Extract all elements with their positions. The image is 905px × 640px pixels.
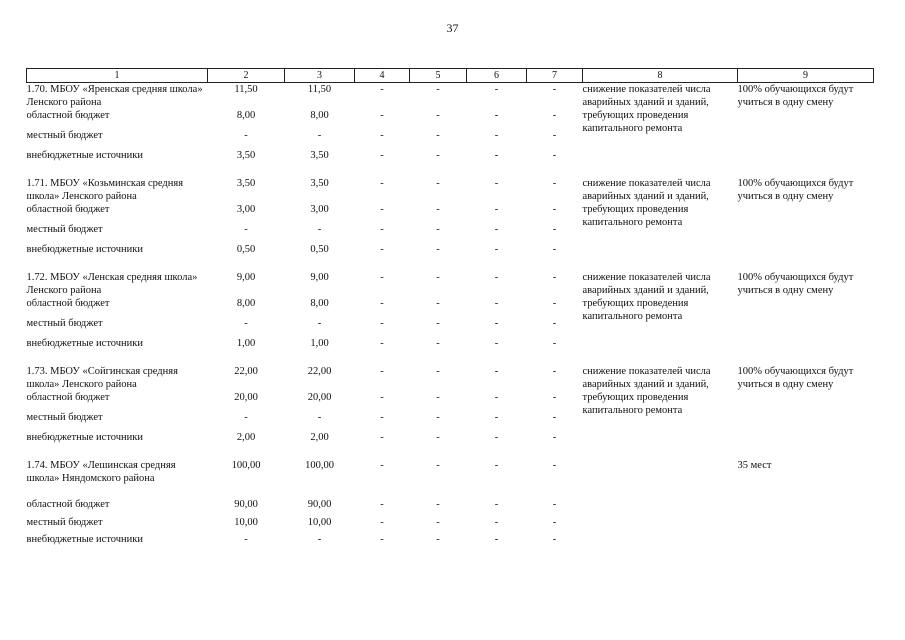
funding-source-label: внебюджетные источники (26, 150, 144, 161)
funding-value: - (552, 499, 557, 510)
measure-title: 1.73. МБОУ «Сойгинская средняя школа» Ленского района (26, 366, 178, 390)
funding-value: - (380, 110, 384, 121)
funding-source-label: областной бюджет (26, 204, 110, 215)
group-spacer (27, 357, 874, 365)
measure-result: 100% обучающихся будут учиться в одну смену (737, 272, 854, 296)
measure-value: - (380, 84, 384, 95)
measure-note: снижение показателей числа аварийных зданий и зданий, требующих проведения капитального ремонта (582, 84, 711, 134)
funding-source-label: местный бюджет (26, 412, 103, 423)
funding-value: 0,50 (310, 244, 329, 255)
funding-value: 3,50 (310, 150, 329, 161)
funding-value: - (494, 534, 499, 545)
measure-value: - (380, 272, 384, 283)
funding-value: - (380, 338, 384, 349)
measure-result: 35 мест (737, 460, 772, 471)
measure-value: 9,00 (236, 272, 256, 283)
funding-value: - (436, 130, 440, 141)
funding-value: - (494, 499, 499, 510)
funding-value: - (436, 318, 440, 329)
measure-value: 22,00 (307, 366, 332, 377)
funding-value: - (436, 534, 440, 545)
funding-value: - (380, 224, 384, 235)
group-spacer (27, 451, 874, 459)
funding-value: 90,00 (234, 499, 258, 510)
funding-source-label: внебюджетные источники (26, 244, 144, 255)
funding-value: - (380, 298, 384, 309)
funding-source-label: областной бюджет (26, 298, 110, 309)
funding-value: - (494, 298, 499, 309)
measure-value: - (494, 84, 499, 95)
funding-value: - (244, 318, 248, 329)
funding-value: - (494, 244, 499, 255)
measure-value: 11,50 (307, 84, 332, 95)
funding-value: - (244, 130, 248, 141)
funding-value: - (317, 224, 322, 235)
funding-value: - (436, 224, 440, 235)
measure-result: 100% обучающихся будут учиться в одну смену (737, 366, 854, 390)
funding-value: - (380, 412, 384, 423)
measure-value: 22,00 (234, 366, 258, 377)
funding-value: - (552, 517, 557, 528)
funding-source-label: областной бюджет (26, 392, 110, 403)
group-spacer (27, 169, 874, 177)
measure-row (27, 271, 874, 297)
funding-value: 10,00 (307, 517, 332, 528)
measure-value: - (436, 178, 440, 189)
funding-source-label: областной бюджет (26, 499, 110, 510)
spacer-cell (27, 357, 874, 365)
funding-value: - (436, 298, 440, 309)
funding-value: - (552, 534, 557, 545)
funding-value: - (317, 412, 322, 423)
funding-source-label: местный бюджет (26, 224, 103, 235)
funding-source-label: внебюджетные источники (26, 338, 144, 349)
measure-value: - (436, 84, 440, 95)
funding-value: 20,00 (307, 392, 332, 403)
measure-value: 100,00 (231, 460, 261, 471)
funding-value: - (436, 517, 440, 528)
column-header: 7 (527, 69, 583, 83)
measure-value: - (380, 366, 384, 377)
funding-value: - (317, 318, 322, 329)
page-number: 37 (446, 21, 459, 35)
funding-source-label: внебюджетные источники (26, 534, 144, 545)
funding-value: - (494, 130, 499, 141)
funding-value: - (244, 534, 248, 545)
funding-value: 2,00 (310, 432, 329, 443)
funding-value: - (552, 392, 557, 403)
column-header: 9 (738, 69, 874, 83)
funding-value: 10,00 (234, 517, 258, 528)
column-header: 8 (583, 69, 738, 83)
column-header: 2 (208, 69, 285, 83)
measure-note (583, 459, 738, 550)
funding-value: - (552, 318, 557, 329)
measure-title: 1.70. МБОУ «Яренская средняя школа» Ленского района (26, 84, 203, 108)
funding-value: 8,00 (236, 298, 256, 309)
measure-value: 3,50 (236, 178, 256, 189)
measure-title: 1.71. МБОУ «Козьминская средняя школа» Ленского района (26, 178, 184, 202)
column-header: 4 (355, 69, 410, 83)
measure-row (27, 459, 874, 498)
funding-value: 3,50 (236, 150, 256, 161)
measure-value: - (494, 272, 499, 283)
funding-value: - (552, 130, 557, 141)
funding-value: - (380, 204, 384, 215)
funding-value: - (552, 150, 557, 161)
funding-value: 3,00 (310, 204, 329, 215)
measure-value: - (436, 460, 440, 471)
funding-value: - (244, 224, 248, 235)
measure-value: 100,00 (305, 460, 334, 471)
measure-row (27, 365, 874, 391)
funding-value: - (380, 150, 384, 161)
measure-value: - (380, 460, 384, 471)
funding-value: 0,50 (236, 244, 256, 255)
measure-value: - (380, 178, 384, 189)
funding-source-label: местный бюджет (26, 130, 103, 141)
funding-value: - (494, 224, 499, 235)
measure-value: 3,50 (310, 178, 329, 189)
funding-value: - (494, 432, 499, 443)
funding-value: - (436, 150, 440, 161)
measure-value: - (494, 460, 499, 471)
funding-value: - (436, 499, 440, 510)
funding-value: - (552, 412, 557, 423)
funding-value: 20,00 (234, 392, 258, 403)
measure-value: - (552, 178, 557, 189)
funding-value: - (494, 150, 499, 161)
column-number-row (27, 69, 874, 83)
measure-note: снижение показателей числа аварийных зданий и зданий, требующих проведения капитального ремонта (582, 178, 711, 228)
funding-value: - (380, 130, 384, 141)
funding-value: - (436, 338, 440, 349)
measure-value: 11,50 (234, 84, 258, 95)
funding-value: - (494, 110, 499, 121)
funding-value: - (380, 318, 384, 329)
funding-value: - (380, 392, 384, 403)
funding-value: - (552, 298, 557, 309)
funding-value: - (436, 392, 440, 403)
funding-value: - (380, 432, 384, 443)
funding-value: - (436, 244, 440, 255)
funding-value: 90,00 (307, 499, 332, 510)
funding-source-label: местный бюджет (26, 517, 103, 528)
measure-row (27, 177, 874, 203)
funding-value: - (380, 499, 384, 510)
funding-source-label: местный бюджет (26, 318, 103, 329)
funding-value: - (494, 517, 499, 528)
funding-value: 8,00 (310, 110, 329, 121)
funding-value: - (552, 110, 557, 121)
measure-value: - (552, 460, 557, 471)
funding-value: - (552, 224, 557, 235)
funding-value: - (380, 517, 384, 528)
funding-value: - (317, 534, 322, 545)
funding-value: - (436, 204, 440, 215)
funding-value: - (494, 318, 499, 329)
funding-value: - (380, 534, 384, 545)
program-table (26, 68, 874, 550)
measure-value: - (494, 178, 499, 189)
funding-value: - (244, 412, 248, 423)
funding-value: - (552, 432, 557, 443)
measure-value: - (552, 272, 557, 283)
funding-value: 1,00 (236, 338, 256, 349)
funding-value: 3,00 (236, 204, 256, 215)
table-body (27, 83, 874, 551)
measure-result: 100% обучающихся будут учиться в одну смену (737, 84, 854, 108)
measure-value: - (436, 366, 440, 377)
funding-value: - (436, 412, 440, 423)
funding-value: 2,00 (236, 432, 256, 443)
measure-value: - (552, 366, 557, 377)
funding-value: - (380, 244, 384, 255)
spacer-cell (27, 263, 874, 271)
funding-source-label: областной бюджет (26, 110, 110, 121)
measure-value: - (552, 84, 557, 95)
measure-row (27, 83, 874, 110)
funding-value: - (436, 432, 440, 443)
spacer-cell (27, 451, 874, 459)
funding-value: - (494, 338, 499, 349)
funding-value: - (552, 244, 557, 255)
spacer-cell (27, 169, 874, 177)
funding-value: - (494, 412, 499, 423)
funding-value: 8,00 (310, 298, 329, 309)
funding-value: - (494, 392, 499, 403)
measure-note: снижение показателей числа аварийных зданий и зданий, требующих проведения капитального ремонта (582, 366, 711, 416)
measure-value: - (494, 366, 499, 377)
group-spacer (27, 263, 874, 271)
funding-value: - (552, 204, 557, 215)
column-header: 6 (467, 69, 527, 83)
measure-note: снижение показателей числа аварийных зданий и зданий, требующих проведения капитального ремонта (582, 272, 711, 322)
column-header: 1 (27, 69, 208, 83)
funding-value: 8,00 (236, 110, 256, 121)
measure-title: 1.74. МБОУ «Лешинская средняя школа» Няндомского района (26, 460, 176, 484)
column-header: 3 (285, 69, 355, 83)
measure-result: 100% обучающихся будут учиться в одну смену (737, 178, 854, 202)
funding-value: - (552, 338, 557, 349)
funding-source-label: внебюджетные источники (26, 432, 144, 443)
measure-value: - (436, 272, 440, 283)
column-header: 5 (410, 69, 467, 83)
funding-value: - (317, 130, 322, 141)
funding-value: 1,00 (310, 338, 329, 349)
measure-value: 9,00 (310, 272, 329, 283)
funding-value: - (494, 204, 499, 215)
funding-value: - (436, 110, 440, 121)
measure-title: 1.72. МБОУ «Ленская средняя школа» Ленского района (26, 272, 198, 296)
